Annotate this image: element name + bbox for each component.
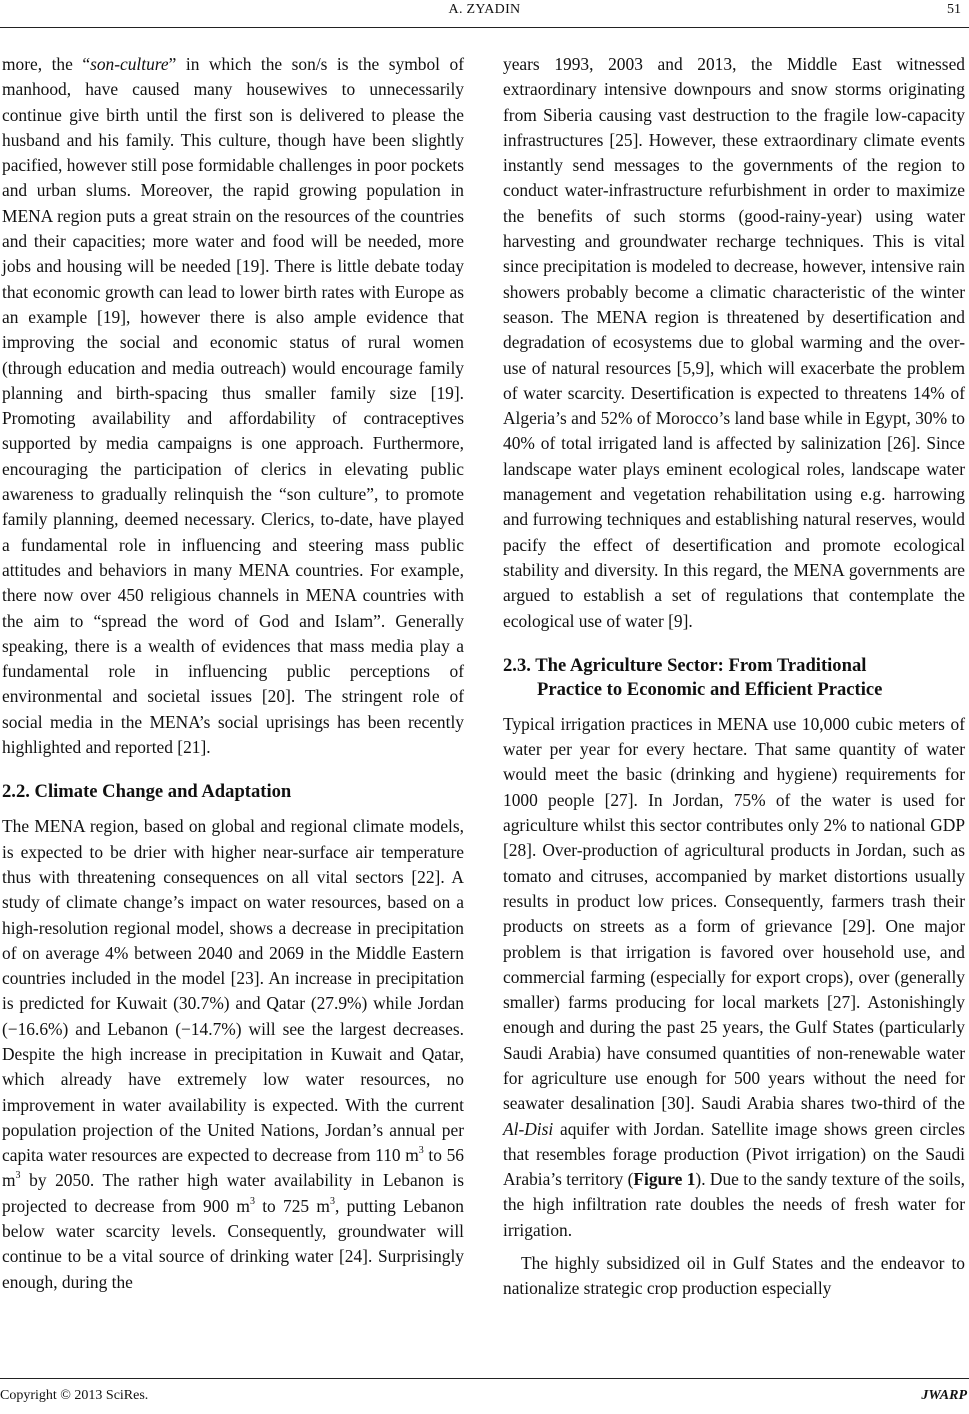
section-heading-2-3-line2: Practice to Economic and Efficient Practice: [537, 678, 883, 700]
page-number: 51: [947, 2, 961, 17]
header-rule: [0, 27, 969, 28]
paragraph-climate: The MENA region, based on global and regional climate models, is expected to be drier with higher near-surface air temperature thus with threatening consequences on all vital sectors [22]. A study of climate change’s impact on water resources, based on a high-resolution regional model, shows a decrease in precipitation of on average 4% between 2040 and 2069 in the Middle Eastern countries included in the model [23]. An increase in precipitation is predicted for Kuwait (30.7%) and Qatar (27.9%) while Jordan (−16.6%) and Lebanon (−14.7%) will see the largest decreases. Despite the high increase in precipitation in Kuwait and Qatar, which already have extremely low water resources, no improvement in water availability is expected. With the current population projection of the United Nations, Jordan’s annual per capita water resources are expected to decrease from 110 $m^3$ to 56 $m^3$ by 2050. The rather high water availability in Lebanon is projected to decrease from 900 $m^3$ to 725 $m^3$, putting Lebanon below water scarcity levels. Consequently, groundwater will continue to be a vital source of drinking water [24]. Surprisingly enough, during the: [2, 816, 464, 1292]
right-column: [503, 52, 965, 1302]
paragraph-storms: years 1993, 2003 and 2013, the Middle East witnessed extraordinary intensive downpours and snow storms originating from Siberia causing vast destruction to the fragile low-capacity infrastructures [25]. However, these extraordinary climate events instantly send messages to the governments of the region to conduct water-infrastructure refurbishment in order to maximize the benefits of such storms (good-rainy-year) using water harvesting and groundwater recharge techniques. This is vital since precipitation is modeled to decrease, however, intensive rain showers probably become a climatic characteristic of the winter season. The MENA region is threatened by desertification and degradation of ecosystems due to global warming and the over-use of natural resources [5,9], which will exacerbate the problem of water scarcity. Desertification is expected to threatens 14% of Algeria’s and 52% of Morocco’s land base while in Egypt, 30% to 40% of total irrigated land is affected by salinization [26]. Since landscape water plays eminent ecological roles, landscape water management and vegetation rehabilitation using e.g. harrowing and furrowing techniques and establishing natural reserves, would pacify the effect of desertification and promote ecological stability and diversity. In this regard, the MENA governments are argued to establish a set of regulations that contemplate the ecological use of water [9].: [503, 54, 965, 631]
figure-reference[interactable]: Figure 1: [633, 1169, 696, 1190]
left-column: [2, 52, 464, 1295]
page-header: [0, 0, 969, 30]
page-footer: [0, 1378, 969, 1414]
section-heading-2-3: [503, 654, 965, 702]
footer-rule: [0, 1378, 969, 1379]
italic-term: Al-Disi: [503, 1118, 554, 1139]
journal-abbreviation: JWARP: [921, 1388, 967, 1403]
paragraph-son-culture: more, the “son-culture” in which the son/s is the symbol of manhood, have caused many housewives to unnecessarily continue give birth until the first son is delivered to please the husband and his family. This culture, though have been slightly pacified, however still pose formidable challenges in poor pockets and urban slums. Moreover, the rapid growing population in MENA region puts a great strain on the resources of the countries and their capacities; more water and food will be needed, more jobs and housing will be needed [19]. There is little debate today that economic growth can lead to lower birth rates with Europe as an example [19], however there is also ample evidence that improving the social and economic status of rural women (through education and media outreach) would encourage family planning and birth-spacing thus smaller family size [19]. Promoting availability and affordability of contraceptives supported by media campaigns is one approach. Furthermore, encouraging the participation of clerics in elevating public awareness to gradually relinquish the “son culture”, to promote family planning, deemed necessary. Clerics, to-date, have played a fundamental role in influencing and steering mass public attitudes and behaviors in many MENA countries. For example, there now over 450 religious channels in MENA countries with the aim to “spread the word of God and Islam”. Generally speaking, there is a wealth of evidences that mass media play a fundamental role in influencing public perceptions of environmental and societal issues [20]. The stringent role of social media in the MENA’s social uprisings has been recently highlighted and reported [21].: [2, 54, 464, 758]
running-head: A. ZYADIN: [448, 2, 521, 17]
copyright-notice: Copyright © 2013 SciRes.: [0, 1388, 149, 1403]
paragraph-subsidized-oil: The highly subsidized oil in Gulf States and the endeavor to nationalize strategic crop production especially: [503, 1253, 965, 1299]
section-heading-2-3-line1: 2.3. The Agriculture Sector: From Traditional: [503, 654, 867, 676]
italic-term: son-culture: [90, 54, 169, 74]
paragraph-irrigation: Typical irrigation practices in MENA use 10,000 cubic meters of water per year for every hectare. That same quantity of water would meet the basic (drinking and hygiene) requirements for 1000 people [27]. In Jordan, 75% of the water is used for agriculture whilst this sector contributes only 2% to national GDP [28]. Over-production of agricultural products in Jordan, such as tomato and citruses, accompanied by market distortions usually results in product low prices. Consequently, farmers trash their products on streets as a form of grievance [29]. One major problem is that irrigation is favored over household use, and commercial farming (especially for export crops), over (generally smaller) farms producing for local markets [27]. Astonishingly enough and during the past 25 years, the Gulf States (particularly Saudi Arabia) have consumed quantities of non-renewable water for agriculture use enough for 500 years without the need for seawater desalination [30]. Saudi Arabia shares two-third of the Al-Disi aquifer with Jordan. Satellite image shows green circles that resembles forage production (Pivot irrigation) on the Saudi Arabia’s territory (Figure 1). Due to the sandy texture of the soils, the high infiltration rate doubles the needs of fresh water for irrigation.: [503, 713, 965, 1240]
section-heading-2-2: 2.2. Climate Change and Adaptation: [2, 781, 292, 803]
